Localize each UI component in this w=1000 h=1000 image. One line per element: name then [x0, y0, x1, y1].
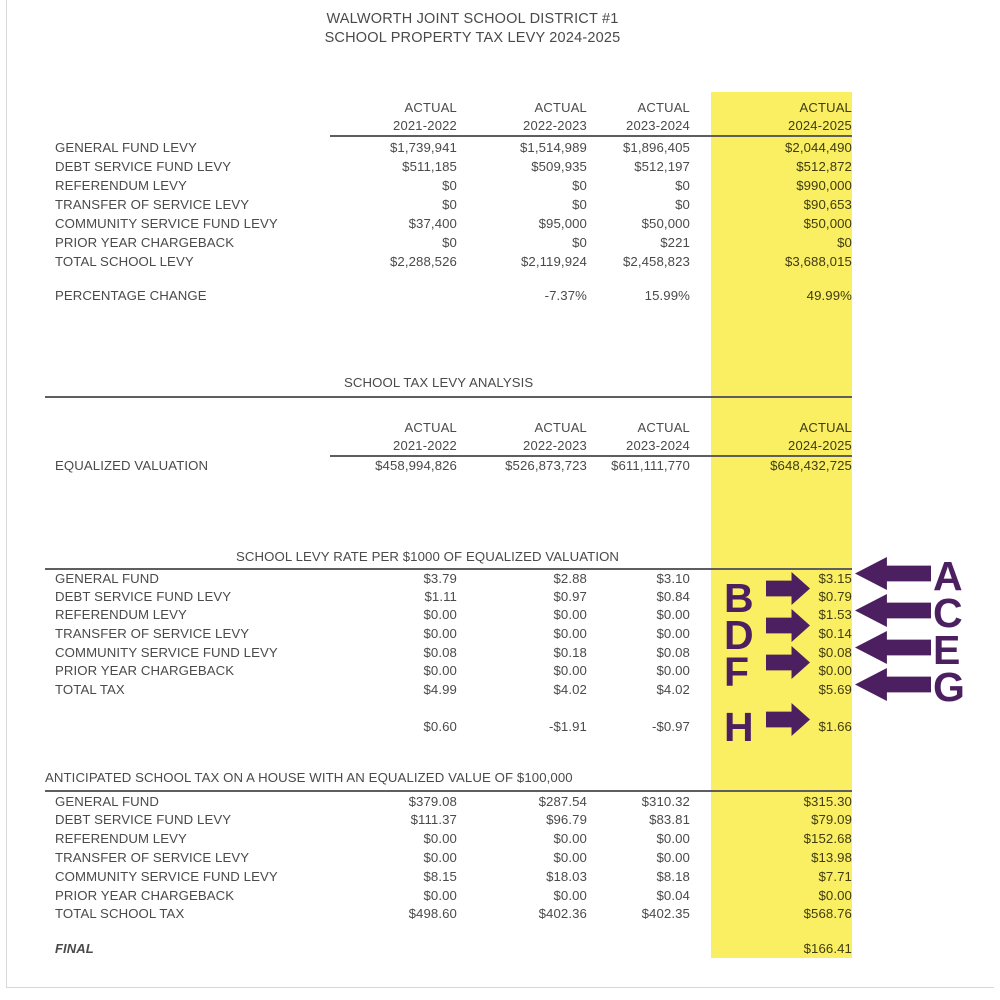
- house-cell: $0.00: [553, 850, 587, 865]
- annotation-label-e: E: [933, 627, 961, 673]
- levy-header-actual-1: ACTUAL: [404, 100, 457, 115]
- levy-row-label: COMMUNITY SERVICE FUND LEVY: [55, 216, 278, 231]
- rate-row-label: TOTAL TAX: [55, 682, 125, 697]
- house-cell: $568.76: [803, 906, 852, 921]
- levy-cell: $2,458,823: [622, 254, 690, 269]
- analysis-header-actual-4: ACTUAL: [799, 420, 852, 435]
- rate-cell: $0.08: [818, 645, 852, 660]
- house-cell: $79.09: [811, 812, 852, 827]
- page-edge-left: [6, 0, 7, 988]
- rate-difference-cell: $1.66: [818, 719, 852, 734]
- rate-row-label: PRIOR YEAR CHARGEBACK: [55, 663, 235, 678]
- page-title-line2: SCHOOL PROPERTY TAX LEVY 2024-2025: [324, 30, 621, 46]
- rate-row-label: GENERAL FUND: [55, 571, 160, 586]
- annotation-label-a: A: [933, 553, 963, 599]
- house-row-label: DEBT SERVICE FUND LEVY: [55, 812, 232, 827]
- levy-header-actual-3: ACTUAL: [637, 100, 690, 115]
- rate-cell: $1.11: [424, 589, 457, 604]
- house-cell: $13.98: [811, 850, 852, 865]
- percentage-change-cell: -7.37%: [544, 288, 587, 303]
- page-edge-bottom: [6, 987, 994, 988]
- house-cell: $0.00: [818, 888, 852, 903]
- rate-cell: $0.79: [818, 589, 852, 604]
- annotation-label-g: G: [933, 664, 965, 710]
- levy-cell: $3,688,015: [784, 254, 852, 269]
- house-cell: $498.60: [408, 906, 457, 921]
- rate-cell: $0.18: [553, 645, 587, 660]
- house-row-label: TRANSFER OF SERVICE LEVY: [55, 850, 250, 865]
- annotation-label-c: C: [933, 590, 963, 636]
- analysis-header-actual-1: ACTUAL: [404, 420, 457, 435]
- analysis-header-actual-3: ACTUAL: [637, 420, 690, 435]
- levy-header-year-2: 2022-2023: [523, 118, 587, 133]
- percentage-change-cell: 49.99%: [806, 288, 852, 303]
- rate-row-label: DEBT SERVICE FUND LEVY: [55, 589, 232, 604]
- house-row-label: PRIOR YEAR CHARGEBACK: [55, 888, 235, 903]
- final-row-cell: $166.41: [803, 941, 852, 956]
- levy-row-label: PRIOR YEAR CHARGEBACK: [55, 235, 235, 250]
- rate-cell: $0.08: [423, 645, 457, 660]
- page-title-line1: WALWORTH JOINT SCHOOL DISTRICT #1: [326, 11, 619, 27]
- rate-row-label: TRANSFER OF SERVICE LEVY: [55, 626, 250, 641]
- house-cell: $0.00: [656, 831, 690, 846]
- levy-header-actual-4: ACTUAL: [799, 100, 852, 115]
- levy-cell: $221: [660, 235, 690, 250]
- rate-section-title: SCHOOL LEVY RATE PER $1000 OF EQUALIZED VALUATION: [236, 549, 620, 564]
- annotation-arrow-c: [855, 594, 931, 627]
- levy-cell: $512,872: [796, 159, 852, 174]
- house-cell: $8.18: [656, 869, 690, 884]
- house-section-rule: [45, 790, 852, 792]
- levy-cell: $1,514,989: [519, 140, 587, 155]
- rate-cell: $1.53: [818, 607, 852, 622]
- levy-cell: $2,288,526: [389, 254, 457, 269]
- house-cell: $0.00: [553, 888, 587, 903]
- levy-cell: $0: [442, 178, 457, 193]
- levy-cell: $0: [442, 197, 457, 212]
- levy-cell: $1,739,941: [389, 140, 457, 155]
- levy-cell: $512,197: [634, 159, 690, 174]
- rate-cell: $0.00: [818, 663, 852, 678]
- house-cell: $0.00: [423, 831, 457, 846]
- house-cell: $379.08: [408, 794, 457, 809]
- rate-cell: $4.99: [423, 682, 457, 697]
- analysis-section-rule: [45, 396, 852, 398]
- page-title: [0, 10, 945, 48]
- equalized-valuation-cell: $611,111,770: [611, 458, 690, 473]
- rate-cell: $3.79: [423, 571, 457, 586]
- rate-cell: $0.00: [553, 626, 587, 641]
- levy-cell: $90,653: [803, 197, 852, 212]
- rate-row-label: COMMUNITY SERVICE FUND LEVY: [55, 645, 278, 660]
- percentage-change-cell: 15.99%: [644, 288, 690, 303]
- house-cell: $402.35: [641, 906, 690, 921]
- equalized-valuation-cell: $648,432,725: [770, 458, 852, 473]
- rate-cell: $0.00: [553, 663, 587, 678]
- levy-table-top-rule: [330, 135, 852, 137]
- levy-header-year-1: 2021-2022: [393, 118, 457, 133]
- levy-cell: $0: [572, 235, 587, 250]
- rate-cell: $0.00: [656, 663, 690, 678]
- levy-cell: $37,400: [408, 216, 457, 231]
- levy-cell: $509,935: [531, 159, 587, 174]
- rate-cell: $4.02: [656, 682, 690, 697]
- rate-section-rule: [45, 568, 852, 570]
- levy-row-label: REFERENDUM LEVY: [55, 178, 187, 193]
- levy-row-label: GENERAL FUND LEVY: [55, 140, 197, 155]
- rate-cell: $0.14: [818, 626, 852, 641]
- annotation-arrow-a: [855, 557, 931, 590]
- house-cell: $0.04: [656, 888, 690, 903]
- house-cell: $0.00: [553, 831, 587, 846]
- rate-cell: $0.00: [656, 607, 690, 622]
- levy-cell: $50,000: [803, 216, 852, 231]
- house-row-label: TOTAL SCHOOL TAX: [55, 906, 185, 921]
- house-cell: $310.32: [641, 794, 690, 809]
- levy-header-year-4: 2024-2025: [788, 118, 852, 133]
- levy-cell: $0: [837, 235, 852, 250]
- house-cell: $287.54: [538, 794, 587, 809]
- annotation-label-d: D: [724, 612, 754, 658]
- rate-cell: $0.97: [553, 589, 587, 604]
- analysis-header-year-1: 2021-2022: [393, 438, 457, 453]
- levy-cell: $95,000: [538, 216, 587, 231]
- house-cell: $315.30: [803, 794, 852, 809]
- levy-cell: $0: [675, 197, 690, 212]
- house-cell: $0.00: [656, 850, 690, 865]
- levy-row-label: TOTAL SCHOOL LEVY: [55, 254, 194, 269]
- annotation-arrow-g: [855, 668, 931, 701]
- rate-cell: $0.00: [423, 607, 457, 622]
- house-cell: $0.00: [423, 888, 457, 903]
- rate-cell: $2.88: [553, 571, 587, 586]
- rate-difference-cell: -$0.97: [652, 719, 690, 734]
- rate-cell: $3.10: [656, 571, 690, 586]
- house-section-title: ANTICIPATED SCHOOL TAX ON A HOUSE WITH AN EQUALIZED VALUE OF $100,000: [45, 770, 573, 785]
- levy-cell: $0: [442, 235, 457, 250]
- levy-header-year-3: 2023-2024: [626, 118, 690, 133]
- levy-cell: $0: [572, 197, 587, 212]
- levy-cell: $511,185: [402, 159, 457, 174]
- rate-cell: $4.02: [553, 682, 587, 697]
- annotation-label-h: H: [724, 704, 754, 750]
- analysis-table-rule: [330, 455, 852, 457]
- house-cell: $111.37: [410, 812, 457, 827]
- levy-cell: $1,896,405: [622, 140, 690, 155]
- analysis-section-title: SCHOOL TAX LEVY ANALYSIS: [344, 375, 534, 390]
- analysis-header-actual-2: ACTUAL: [534, 420, 587, 435]
- levy-header-actual-2: ACTUAL: [534, 100, 587, 115]
- house-cell: $7.71: [818, 869, 852, 884]
- rate-cell: $0.00: [553, 607, 587, 622]
- rate-cell: $0.00: [423, 663, 457, 678]
- rate-cell: $5.69: [818, 682, 852, 697]
- levy-row-label: TRANSFER OF SERVICE LEVY: [55, 197, 250, 212]
- annotation-label-f: F: [724, 649, 750, 695]
- rate-cell: $0.84: [656, 589, 690, 604]
- rate-cell: $0.00: [423, 626, 457, 641]
- levy-cell: $50,000: [641, 216, 690, 231]
- equalized-valuation-label: EQUALIZED VALUATION: [55, 458, 209, 473]
- levy-cell: $0: [675, 178, 690, 193]
- house-cell: $0.00: [423, 850, 457, 865]
- rate-difference-cell: -$1.91: [549, 719, 587, 734]
- house-cell: $402.36: [538, 906, 587, 921]
- equalized-valuation-cell: $526,873,723: [505, 458, 587, 473]
- analysis-header-year-4: 2024-2025: [788, 438, 852, 453]
- levy-row-label: DEBT SERVICE FUND LEVY: [55, 159, 232, 174]
- percentage-change-label: PERCENTAGE CHANGE: [55, 288, 207, 303]
- house-cell: $152.68: [803, 831, 852, 846]
- analysis-header-year-3: 2023-2024: [626, 438, 690, 453]
- rate-row-label: REFERENDUM LEVY: [55, 607, 187, 622]
- equalized-valuation-cell: $458,994,826: [375, 458, 457, 473]
- house-cell: $8.15: [423, 869, 457, 884]
- house-row-label: COMMUNITY SERVICE FUND LEVY: [55, 869, 278, 884]
- analysis-header-year-2: 2022-2023: [523, 438, 587, 453]
- rate-difference-cell: $0.60: [423, 719, 457, 734]
- levy-cell: $0: [572, 178, 587, 193]
- levy-cell: $2,119,924: [520, 254, 587, 269]
- levy-cell: $990,000: [796, 178, 852, 193]
- final-row-label: FINAL: [55, 941, 94, 956]
- levy-cell: $2,044,490: [784, 140, 852, 155]
- house-cell: $18.03: [546, 869, 587, 884]
- house-cell: $96.79: [546, 812, 587, 827]
- house-row-label: GENERAL FUND: [55, 794, 160, 809]
- house-row-label: REFERENDUM LEVY: [55, 831, 187, 846]
- rate-cell: $3.15: [818, 571, 852, 586]
- rate-cell: $0.00: [656, 626, 690, 641]
- annotation-label-b: B: [724, 575, 754, 621]
- rate-cell: $0.08: [656, 645, 690, 660]
- house-cell: $83.81: [649, 812, 690, 827]
- annotation-arrow-e: [855, 631, 931, 664]
